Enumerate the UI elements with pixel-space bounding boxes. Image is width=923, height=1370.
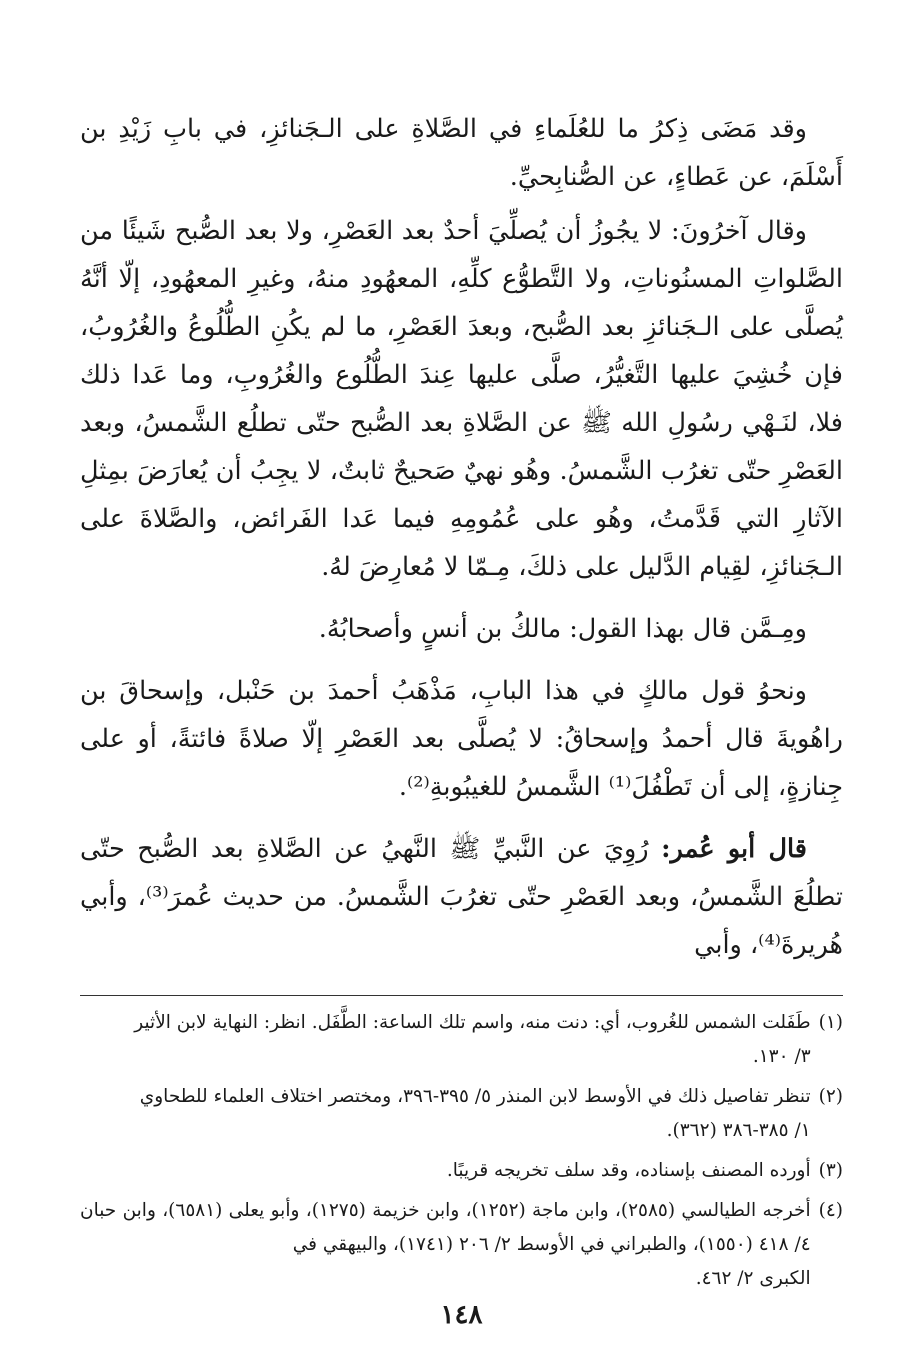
footnote-text bbox=[80, 1194, 811, 1296]
footnote-number: (٣) bbox=[818, 1160, 843, 1181]
paragraph-5-lead: قال أبو عُمر: bbox=[661, 834, 808, 864]
paragraph-5-text: رُوِيَ عن النَّبيِّ ﷺ النَّهيُ عن الصَّلاةِ بعد الصُّبح حتّى تطلُعَ الشَّمسُ، وبعد العَصْرِ حتّى تغرُبَ الشَّمسُ. من حديث عُمرَ⁽³⁾، وأبي هُريرةَ⁽⁴⁾، وأبي bbox=[80, 834, 843, 960]
footnote-text bbox=[80, 1080, 811, 1148]
footnote-text bbox=[80, 1006, 811, 1074]
footnote-text bbox=[80, 1154, 811, 1188]
main-text bbox=[80, 105, 843, 969]
footnote-number: (١) bbox=[818, 1012, 843, 1033]
footnote-line: ٣/ ١٣٠. bbox=[752, 1046, 811, 1067]
footnotes bbox=[80, 1006, 843, 1296]
footnote-line: ١/ ٣٨٥-٣٨٦ (٣٦٢). bbox=[666, 1120, 811, 1141]
footnote-line: الكبرى ٢/ ٤٦٢. bbox=[695, 1268, 811, 1289]
footnote-line: أورده المصنف بإسناده، وقد سلف تخريجه قريبًا. bbox=[446, 1160, 811, 1181]
paragraph-3: ومِـمَّن قال بهذا القول: مالكُ بن أنسٍ وأصحابُهُ. bbox=[318, 614, 807, 644]
paragraph-5 bbox=[80, 825, 843, 969]
page-number: ١٤٨ bbox=[440, 1300, 483, 1330]
footnote-line: تنظر تفاصيل ذلك في الأوسط لابن المنذر ٥/ ٣٩٥-٣٩٦، ومختصر اختلاف العلماء للطحاوي bbox=[139, 1086, 811, 1107]
footnote-number: (٢) bbox=[818, 1086, 843, 1107]
paragraph-4: ونحوُ قول مالكٍ في هذا البابِ، مَذْهَبُ أحمدَ بن حَنْبل، وإسحاقَ بن راهُويةَ قال أحمدُ وإسحاقُ: لا يُصلَّى بعد العَصْرِ إلّا صلاةً فائتةً، أو على جِنازةٍ، إلى أن تَطْفُلَ⁽¹⁾ الشَّمسُ للغيبُوبةِ⁽²⁾. bbox=[80, 676, 843, 802]
footnote-2 bbox=[80, 1080, 843, 1148]
footnote-4 bbox=[80, 1194, 843, 1296]
footnote-3 bbox=[80, 1154, 843, 1188]
paragraph-1: وقد مَضَى ذِكرُ ما للعُلَماءِ في الصَّلاةِ على الـجَنائزِ، في بابِ زَيْدِ بن أَسْلَمَ، عن عَطاءٍ، عن الصُّنابِحيِّ. bbox=[80, 114, 843, 192]
footnote-number: (٤) bbox=[818, 1200, 843, 1221]
footnote-1 bbox=[80, 1006, 843, 1074]
footnote-divider bbox=[80, 995, 843, 996]
footnote-line: أخرجه الطيالسي (٢٥٨٥)، وابن ماجة (١٢٥٢)، وابن خزيمة (١٢٧٥)، وأبو يعلى (٦٥٨١)، وابن حبان ٤/ ٤١٨ (١٥٥٠)، والطبراني في الأوسط ٢/ ٢٠٦ (١٧٤١)، والبيهقي في bbox=[80, 1200, 811, 1255]
paragraph-2: وقال آخرُونَ: لا يجُوزُ أن يُصلِّيَ أحدٌ بعد العَصْرِ، ولا بعد الصُّبح شَيئًا من الصَّلواتِ المسنُوناتِ، ولا التَّطوُّع كلِّهِ، المعهُودِ منهُ، وغيرِ المعهُودِ، إلّا أنَّهُ يُصلَّى على الـجَنائزِ بعد الصُّبح، وبعدَ العَصْرِ، ما لم يكُنِ الطُّلُوعُ والغُرُوبُ، فإن خُشِيَ عليها التَّغيُّرُ، صلَّى عليها عِندَ الطُّلُوع والغُرُوبِ، وما عَدا ذلك فلا، لنَـهْي رسُولِ الله ﷺ عن الصَّلاةِ بعد الصُّبح حتّى تطلُع الشَّمسُ، وبعد العَصْرِ حتّى تغرُب الشَّمسُ. وهُو نهيٌ صَحيحٌ ثابتٌ، لا يجِبُ أن يُعارَضَ بمِثلِ الآثارِ التي قَدَّمتُ، وهُو على عُمُومِهِ فيما عَدا الفَرائض، والصَّلاةَ على الـجَنائزِ، لقِيام الدَّليل على ذلكَ، مِـمّا لا مُعارِضَ لهُ. bbox=[80, 216, 843, 582]
footnote-line: طَفَلت الشمس للغُروب، أي: دنت منه، واسم تلك الساعة: الطَّفَل. انظر: النهاية لابن الأثير bbox=[134, 1012, 811, 1033]
